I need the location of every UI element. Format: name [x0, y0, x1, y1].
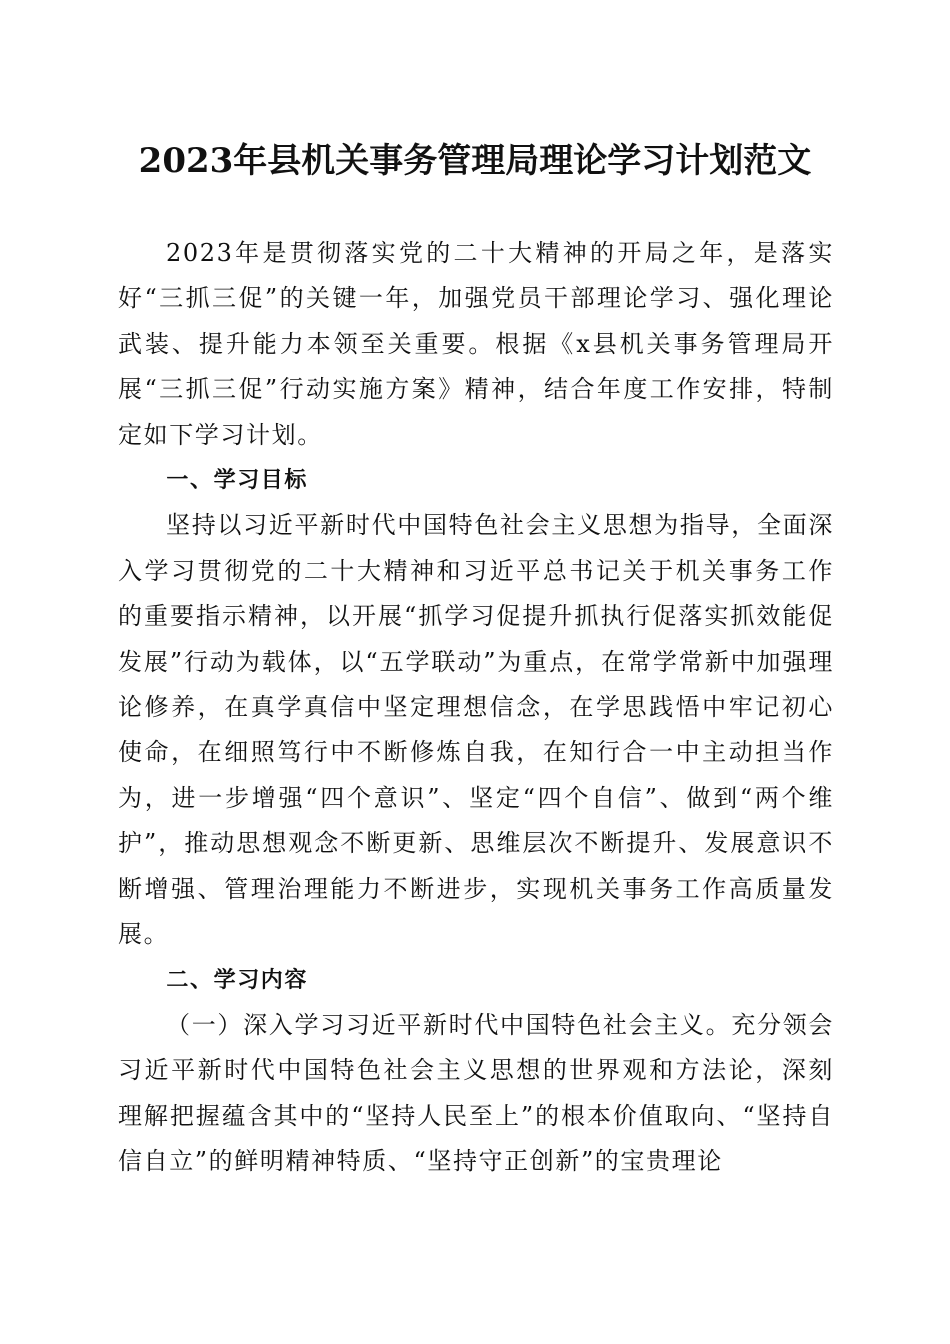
document-body: [118, 231, 834, 1185]
intro-paragraph: 2023年是贯彻落实党的二十大精神的开局之年，是落实好“三抓三促”的关键一年，加强党员干部理论学习、强化理论武装、提升能力本领至关重要。根据《x县机关事务管理局开展“三抓三促”行动实施方案》精神，结合年度工作安排，特制定如下学习计划。: [118, 239, 834, 449]
section-heading-content: 二、学习内容: [166, 967, 308, 993]
section-heading-goals: 一、学习目标: [166, 468, 308, 494]
content-item-1-text: 充分领会习近平新时代中国特色社会主义思想的世界观和方法论，深刻理解把握蕴含其中的“坚持人民至上”的根本价值取向、“坚持自信自立”的鲜明精神特质、“坚持守正创新”的宝贵理论: [118, 1010, 834, 1176]
content-item-1-lead: （一）深入学习习近平新时代中国特色社会主义。: [166, 1010, 732, 1039]
goals-paragraph: 坚持以习近平新时代中国特色社会主义思想为指导，全面深入学习贯彻党的二十大精神和习近平总书记关于机关事务工作的重要指示精神，以开展“抓学习促提升抓执行促落实抓效能促发展”行动为载体，以“五学联动”为重点，在常学常新中加强理论修养，在真学真信中坚定理想信念，在学思践悟中牢记初心使命，在细照笃行中不断修炼自我，在知行合一中主动担当作为，进一步增强“四个意识”、坚定“四个自信”、做到“两个维护”，推动思想观念不断更新、思维层次不断提升、发展意识不断增强、管理治理能力不断进步，实现机关事务工作高质量发展。: [118, 511, 834, 949]
content-item-1-paragraph: [118, 1003, 834, 1185]
document-title: 2023年县机关事务管理局理论学习计划范文: [138, 141, 812, 181]
